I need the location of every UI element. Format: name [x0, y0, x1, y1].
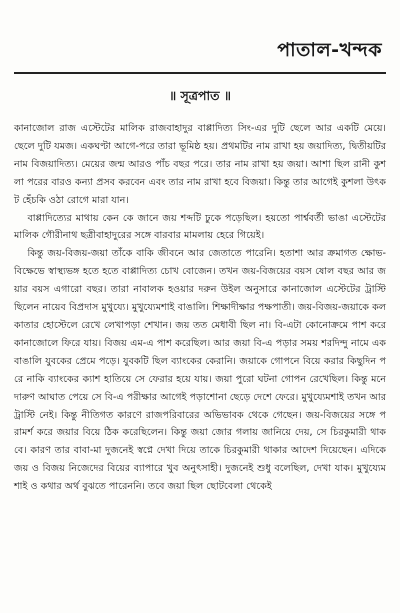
- title-divider: [14, 72, 386, 74]
- body-text: [14, 120, 386, 496]
- chapter-heading: ॥ সূত্রপাত ॥: [169, 88, 231, 103]
- paragraph: কানাজোল রাজ এস্টেটের মালিক রাজবাহাদুর বাপ্পাদিত্য সিং-এর দুটি ছেলে আর একটি মেয়ে। ছেলে দুটি যমজ। একঘণ্টা আগে-পরে তারা ভূমিষ্ঠ হয়। প্রথমটির নাম রাখা হয় জয়াদিত্য, দ্বিতীয়টির নাম বিজয়াদিত্য। মেয়ের জন্ম আরও পাঁচ বছর পরে। তার নাম রাখা হয় জয়া। আশা ছিল রানী কুশলা পরের বারও কন্যা প্রসব করবেন এবং তার নাম রাখা হবে বিজয়া। কিন্তু তার আগেই কুশলা উৎকট হেঁচকি ওঠা রোগে মারা যান।: [14, 123, 386, 206]
- book-title: পাতাল-খন্দক: [277, 39, 382, 61]
- paragraph: বাপ্পাদিত্যের মাথায় কেন কে জানে জয় শব্দটি ঢুকে পড়েছিল। হয়তো পার্শ্ববর্তী ভাঙা এস্টেটের মালিক গৌরীনাথ ছত্রীবাহাদুরের সঙ্গে বারবার মামলায় হেরে গিয়েই।: [14, 212, 386, 242]
- paragraph: কিন্তু জয়-বিজয়-জয়া তাঁকে বাকি জীবনে আর জেতাতে পারেনি। হতাশা আর ক্রমাগত ক্ষোভ-বিক্ষেভে স্বাস্থ্যভঙ্গ হতে হতে বাপ্পাদিত্য চোখ বোজেন। তখন জয়-বিজয়ের বয়স ষোল বছর আর জয়ার বয়স এগারো বছর। তারা নাবালক হওয়ার দরুন উইল অনুসারে কানাজোল এস্টেটের ট্রাস্টি ছিলেন নায়েব বিপ্রদাস মুখুয্যে। মুখুয্যেমশাই বাঙালি। শিক্ষাদীক্ষার পক্ষপাতী। জয়-বিজয়-জয়াকে কলকাতার হোস্টেলে রেখে লেখাপড়া শেখান। জয় তত মেধাবী ছিল না। বি-এটা কোনোক্রমে পাশ করে কানাজোলে ফিরে যায়। বিজয় এম-এ পাশ করেছিল। আর জয়া বি-এ পড়ার সময় শরদিন্দু নামে এক বাঙালি যুবকের প্রেমে পড়ে। যুবকটি ছিল ব্যাংকের কেরানি। জয়াকে গোপনে বিয়ে করার কিছুদিন পরে নাকি ব্যাংকের ক্যাশ হাতিয়ে সে ফেরার হয়ে যায়। জয়া পুরো ঘটনা গোপন রেখেছিল। কিন্তু মনে দারুণ আঘাত পেয়ে সে বি-এ পরীক্ষার আগেই পড়াশোনা ছেড়ে দেশে ফেরে। মুখুয্যেমশাই তখন আর ট্রাস্টি নেই। কিন্তু নীতিগত কারণে রাজপরিবারের অভিভাবক থেকে গেছেন। জয়-বিজয়ের সঙ্গে পরামর্শ করে জয়ার বিয়ে ঠিক করেছিলেন। কিন্তু জয়া জোর গলায় জানিয়ে দেয়, সে চিরকুমারী থাকবে। কারণ তার বাবা-মা দুজনেই স্বপ্নে দেখা দিয়ে তাকে চিরকুমারী থাকার আদেশ দিয়েছেন। এদিকে জয় ও বিজয় নিজেদের বিয়ের ব্যাপারে খুব অনুৎসাহী। দুজনেই শুধু বলেছিল, দেখা যাক। মুখুয্যেমশাই ও কথার অর্থ বুঝতে পারেননি। তবে জয়া ছিল ছোটবেলা থেকেই: [14, 248, 386, 493]
